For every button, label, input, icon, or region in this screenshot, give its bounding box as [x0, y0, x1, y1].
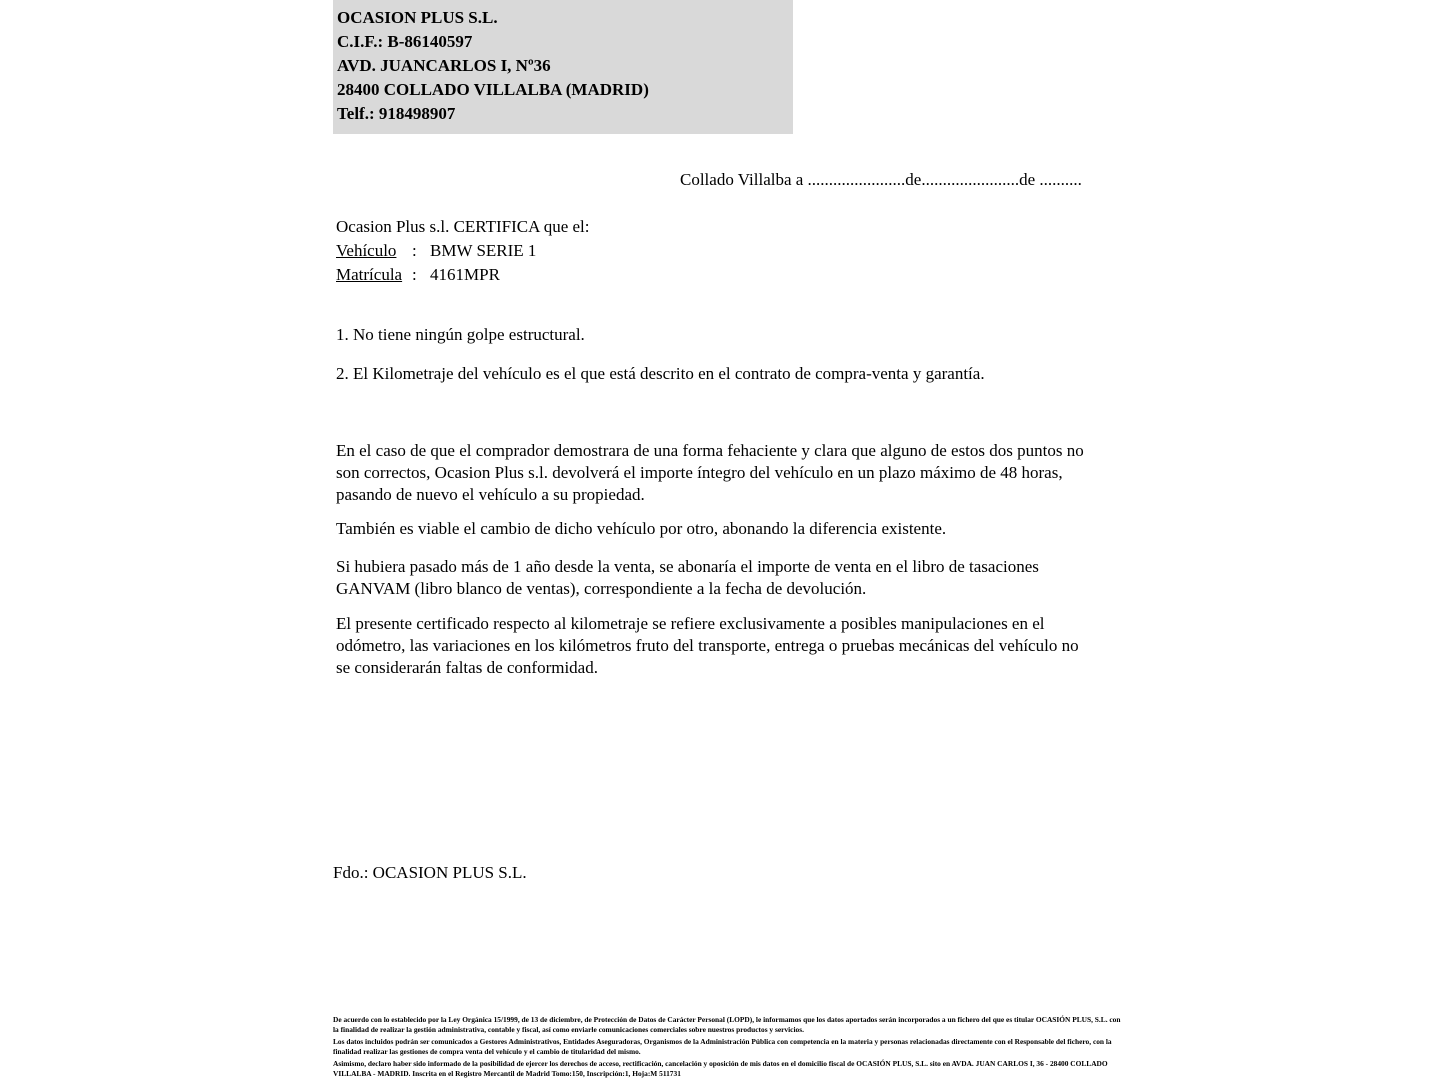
vehicle-value: BMW SERIE 1: [430, 241, 537, 260]
vehicle-label: Vehículo: [336, 241, 397, 260]
company-name: OCASION PLUS S.L.: [337, 8, 498, 27]
certification-point-1: 1. No tiene ningún golpe estructural.: [336, 325, 585, 344]
paragraph-one-year-clause: Si hubiera pasado más de 1 año desde la venta, se abonaría el importe de venta en el libro de tasaciones GANVAM (libro blanco de ventas), correspondiente a la fecha de devolución.: [336, 557, 1039, 598]
company-cif: C.I.F.: B-86140597: [337, 32, 473, 51]
certification-block: [336, 215, 590, 287]
paragraph-odometer-clause: El presente certificado respecto al kilometraje se refiere exclusivamente a posibles manipulaciones en el odómetro, las variaciones en los kilómetros fruto del transporte, entrega o pruebas mecánicas del vehículo no se considerarán faltas de conformidad.: [336, 614, 1079, 677]
footer-paragraph-3: Asimismo, declaro haber sido informado de la posibilidad de ejercer los derechos de acceso, rectificación, cancelación y oposición de mis datos en el domicilio fiscal de OCASIÓN PLUS, S.L. sito en AVDA. JUAN CARLOS I, 36 - 28400 COLLADO VILLALBA - MADRID. Inscrita en el Registro Mercantil de Madrid Tomo:150, Inscripción:1, Hoja:M 511731: [333, 1059, 1108, 1078]
company-phone: Telf.: 918498907: [337, 104, 456, 123]
footer-paragraph-1: De acuerdo con lo establecido por la Ley Orgánica 15/1999, de 13 de diciembre, de Protección de Datos de Carácter Personal (LOPD), le informamos que los datos aportados serán incorporados a un fichero del que es titular OCASIÓN PLUS, S.L. con la finalidad de realizar la gestión administrativa, contable y fiscal, así como enviarle comunicaciones comerciales sobre nuestros productos y servicios.: [333, 1015, 1121, 1034]
certification-point-2: 2. El Kilometraje del vehículo es el que está descrito en el contrato de compra-venta y garantía.: [336, 364, 985, 383]
date-line: Collado Villalba a .......................de.......................de ..........: [680, 170, 1082, 189]
plate-separator: :: [412, 265, 417, 284]
paragraph-refund-terms: En el caso de que el comprador demostrara de una forma fehaciente y clara que alguno de estos dos puntos no son correctos, Ocasion Plus s.l. devolverá el importe íntegro del vehículo en un plazo máximo de 48 horas, pasando de nuevo el vehículo a su propiedad.: [336, 441, 1084, 504]
certification-intro: Ocasion Plus s.l. CERTIFICA que el:: [336, 217, 590, 236]
company-header-block: [333, 0, 793, 134]
footer-paragraph-2: Los datos incluidos podrán ser comunicados a Gestores Administrativos, Entidades Aseguradoras, Organismos de la Administración Pública con competencia en la materia y personas relacionadas directamente con el Responsable del fichero, con la finalidad realizar las gestiones de compra venta del vehículo y el cambio de titularidad del mismo.: [333, 1037, 1112, 1056]
plate-label: Matrícula: [336, 265, 403, 284]
plate-value: 4161MPR: [430, 265, 500, 284]
company-address: AVD. JUANCARLOS I, Nº36: [337, 56, 551, 75]
signature-line: Fdo.: OCASION PLUS S.L.: [333, 863, 527, 882]
vehicle-separator: :: [412, 241, 417, 260]
company-city: 28400 COLLADO VILLALBA (MADRID): [337, 80, 649, 99]
paragraph-vehicle-exchange: También es viable el cambio de dicho vehículo por otro, abonando la diferencia existente.: [336, 519, 947, 538]
plate-row: [336, 263, 590, 287]
vehicle-row: [336, 239, 590, 263]
footer-legal-notice: [333, 1015, 1123, 1081]
